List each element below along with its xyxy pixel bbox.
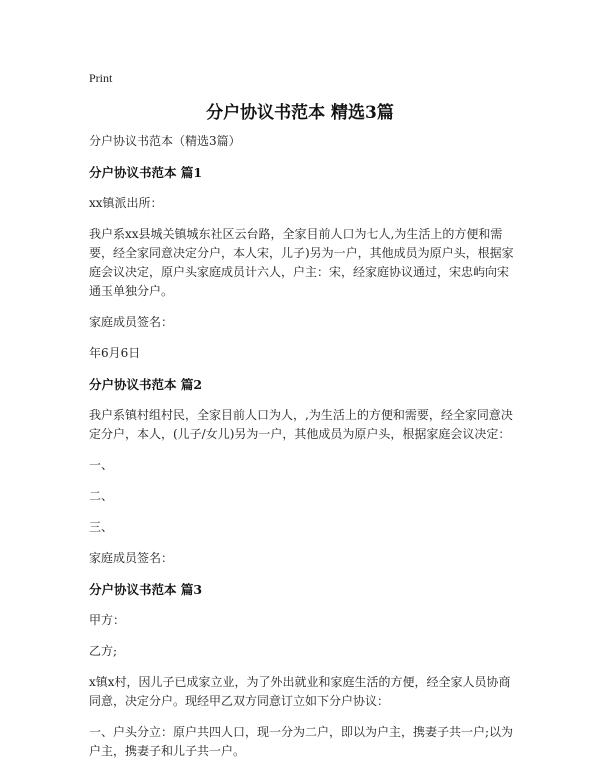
- body-paragraph: 我户系xx县城关镇城东社区云台路，全家目前人口为七人,为生活上的方便和需要，经全家同意决定分户，本人宋，儿子)另为一户，其他成员为原户头，根据家庭会议决定，原户头家庭成员计六人，户主：宋，经家庭协议通过，宋忠屿向宋通玉单独分户。: [89, 227, 514, 298]
- party-a-line: 甲方：: [89, 613, 126, 627]
- body-paragraph: 我户系镇村组村民，全家目前人口为人，,为生活上的方便和需要，经全家同意决定分户，本人，(儿子/女儿)另为一户，其他成员为原户头，根据家庭会议决定：: [89, 408, 513, 441]
- subtitle-paragraph: 分户协议书范本（精选3篇）: [89, 134, 241, 148]
- list-item-3: 三、: [89, 520, 114, 534]
- addressee-paragraph: xx镇派出所：: [89, 196, 163, 210]
- signature-line: 家庭成员签名：: [89, 315, 174, 329]
- page-title: 分户协议书范本 精选3篇: [206, 103, 394, 123]
- date-line: 年6月6日: [89, 346, 141, 360]
- signature-line: 家庭成员签名：: [89, 551, 174, 565]
- print-link[interactable]: Print: [89, 71, 113, 85]
- body-paragraph: x镇x村，因儿子已成家立业，为了外出就业和家庭生活的方便，经全家人员协商同意，决定分户。现经甲乙双方同意订立如下分户协议：: [89, 675, 511, 708]
- section-heading-2: 分户协议书范本 篇2: [89, 377, 203, 392]
- list-item-1: 一、: [89, 458, 114, 472]
- document-body: [89, 132, 517, 773]
- body-paragraph: 一、户头分立：原户共四人口，现一分为二户，即以为户主，携妻子共一户;以为户主，携妻子和儿子共一户。: [89, 725, 514, 758]
- section-heading-3: 分户协议书范本 篇3: [89, 582, 203, 597]
- list-item-2: 二、: [89, 489, 114, 503]
- party-b-line: 乙方;: [89, 644, 118, 658]
- section-heading-1: 分户协议书范本 篇1: [89, 165, 203, 180]
